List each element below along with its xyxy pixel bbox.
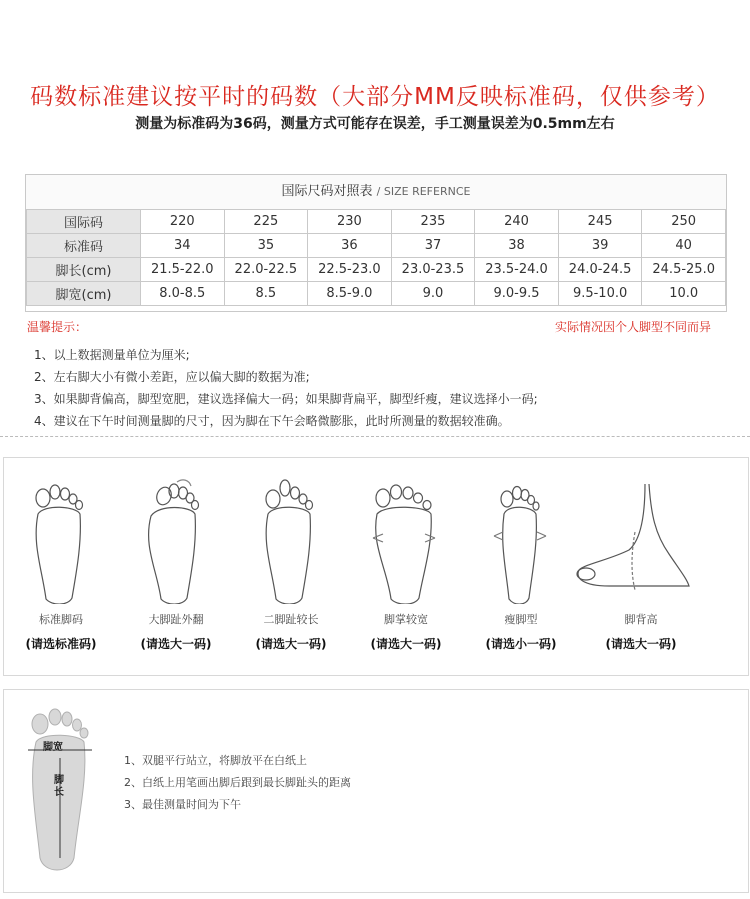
- tips-label: 温馨提示：: [27, 320, 88, 334]
- size-cell: 240: [475, 210, 559, 234]
- size-cell: 23.0-23.5: [391, 258, 475, 282]
- foot-type-label: 二脚趾较长: [263, 613, 319, 626]
- foot-type-advice: (请选大一码): [605, 637, 677, 651]
- size-cell: 250: [642, 210, 726, 234]
- size-cell: 245: [558, 210, 642, 234]
- size-row-label: 标准码: [27, 234, 141, 258]
- size-cell: 23.5-24.0: [475, 258, 559, 282]
- foot-type-advice: (请选大一码): [370, 637, 442, 651]
- size-table: [26, 209, 726, 306]
- size-cell: 38: [475, 234, 559, 258]
- narrow-foot-icon: [476, 474, 566, 604]
- size-cell: 8.5-9.0: [308, 282, 392, 306]
- foot-type-label: 标准脚码: [39, 613, 83, 626]
- standard-foot-icon: [16, 474, 106, 604]
- tip-item: 1、以上数据测量单位为厘米;: [34, 348, 190, 362]
- size-cell: 9.5-10.0: [558, 282, 642, 306]
- size-cell: 34: [141, 234, 225, 258]
- page-subtitle: 测量为标准码为36码，测量方式可能存在误差，手工测量误差为0.5mm左右: [135, 116, 615, 132]
- divider: [0, 436, 750, 437]
- size-cell: 39: [558, 234, 642, 258]
- foot-type-label: 瘦脚型: [504, 613, 538, 626]
- size-cell: 9.0-9.5: [475, 282, 559, 306]
- size-table-row: [27, 210, 726, 234]
- foot-type-label: 大脚趾外翻: [148, 613, 204, 626]
- size-cell: 37: [391, 234, 475, 258]
- tips-note: 实际情况因个人脚型不同而异: [555, 320, 712, 334]
- size-row-label: 脚宽(cm): [27, 282, 141, 306]
- tip-item: 4、建议在下午时间测量脚的尺寸，因为脚在下午会略微膨胀，此时所测量的数据较准确。: [34, 414, 510, 428]
- size-row-label: 脚长(cm): [27, 258, 141, 282]
- measure-panel: [3, 689, 749, 893]
- measure-step: 3、最佳测量时间为下午: [124, 798, 241, 811]
- high-instep-foot-icon: [569, 474, 709, 604]
- size-chart: [25, 174, 727, 312]
- foot-type-advice: (请选大一码): [140, 637, 212, 651]
- size-cell: 22.0-22.5: [224, 258, 308, 282]
- foot-type-advice: (请选大一码): [255, 637, 327, 651]
- foot-length-label: 脚长: [54, 775, 64, 798]
- long-second-toe-foot-icon: [246, 474, 336, 604]
- size-cell: 10.0: [642, 282, 726, 306]
- size-cell: 24.0-24.5: [558, 258, 642, 282]
- bunion-foot-icon: [131, 474, 221, 604]
- measure-step: 1、双腿平行站立，将脚放平在白纸上: [124, 754, 307, 767]
- foot-width-label: 脚宽: [43, 742, 63, 753]
- size-cell: 9.0: [391, 282, 475, 306]
- foot-type-advice: (请选标准码): [25, 637, 97, 651]
- size-cell: 40: [642, 234, 726, 258]
- foot-types-panel: [3, 457, 749, 676]
- size-cell: 220: [141, 210, 225, 234]
- size-row-label: 国际码: [27, 210, 141, 234]
- table-caption: [26, 175, 726, 210]
- size-cell: 24.5-25.0: [642, 258, 726, 282]
- size-cell: 8.5: [224, 282, 308, 306]
- measure-step: 2、白纸上用笔画出脚后跟到最长脚趾头的距离: [124, 776, 351, 789]
- table-caption-cn: 国际尺码对照表: [281, 184, 373, 199]
- size-table-row: [27, 234, 726, 258]
- size-cell: 22.5-23.0: [308, 258, 392, 282]
- size-cell: 225: [224, 210, 308, 234]
- size-cell: 36: [308, 234, 392, 258]
- size-table-row: [27, 282, 726, 306]
- foot-type-advice: (请选小一码): [485, 637, 557, 651]
- size-cell: 35: [224, 234, 308, 258]
- size-table-row: [27, 258, 726, 282]
- tip-item: 2、左右脚大小有微小差距，应以偏大脚的数据为准;: [34, 370, 310, 384]
- foot-type-label: 脚掌较宽: [384, 613, 428, 626]
- size-cell: 235: [391, 210, 475, 234]
- table-caption-en: / SIZE REFERNCE: [376, 185, 471, 198]
- size-cell: 21.5-22.0: [141, 258, 225, 282]
- page-title: 码数标准建议按平时的码数（大部分MM反映标准码，仅供参考）: [30, 84, 720, 110]
- size-cell: 8.0-8.5: [141, 282, 225, 306]
- size-cell: 230: [308, 210, 392, 234]
- tip-item: 3、如果脚背偏高，脚型宽肥，建议选择偏大一码；如果脚背扁平，脚型纤瘦，建议选择小一码;: [34, 392, 538, 406]
- wide-foot-icon: [361, 474, 451, 604]
- foot-type-label: 脚背高: [624, 613, 658, 626]
